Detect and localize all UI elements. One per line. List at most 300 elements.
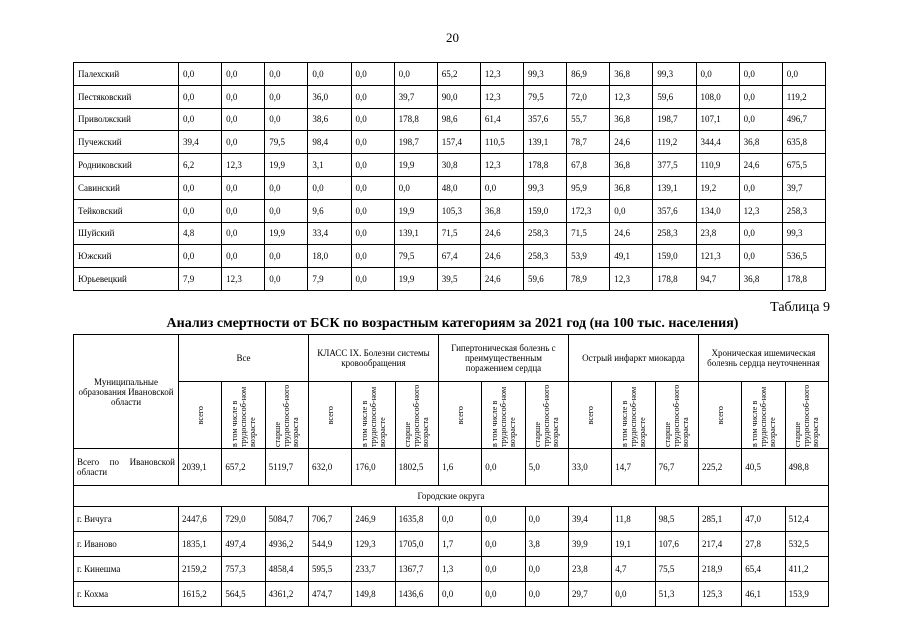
value-cell: 0,0 [351, 222, 394, 245]
value-cell: 0,0 [482, 449, 525, 486]
table-row [74, 199, 826, 222]
value-cell: 24,6 [480, 268, 523, 291]
value-cell: 110,9 [696, 154, 739, 177]
value-cell: 19,9 [265, 222, 308, 245]
value-cell: 258,3 [653, 222, 696, 245]
value-cell: 110,5 [480, 131, 523, 154]
group-header-class-ix: КЛАСС IX. Болезни системы кровообращения [308, 335, 438, 382]
table-number-label: Таблица 9 [770, 300, 830, 315]
value-cell: 108,0 [696, 85, 739, 108]
subheader-text: старше трудоспособ-ного возраста [533, 384, 561, 447]
value-cell: 474,7 [308, 582, 351, 607]
value-cell: 98,6 [437, 108, 480, 131]
value-cell: 71,5 [437, 222, 480, 245]
value-cell: 7,9 [179, 268, 222, 291]
value-cell: 75,5 [655, 557, 698, 582]
value-cell: 2039,1 [179, 449, 222, 486]
value-cell: 0,0 [222, 63, 265, 86]
value-cell: 24,6 [480, 222, 523, 245]
value-cell: 0,0 [438, 507, 481, 532]
subheader-cell [568, 382, 611, 449]
value-cell: 153,9 [785, 582, 828, 607]
subheader-text: старше трудоспособ-ного возраста [663, 384, 691, 447]
table-row [74, 582, 829, 607]
value-cell: 59,6 [653, 85, 696, 108]
value-cell: 4936,2 [265, 532, 308, 557]
value-cell: 76,7 [655, 449, 698, 486]
value-cell: 0,0 [438, 582, 481, 607]
subheader-text: всего [455, 405, 465, 425]
value-cell: 119,2 [653, 131, 696, 154]
value-cell: 1835,1 [179, 532, 222, 557]
value-cell: 33,0 [568, 449, 611, 486]
section-row [74, 486, 829, 507]
value-cell: 536,5 [782, 245, 825, 268]
value-cell: 0,0 [222, 176, 265, 199]
value-cell: 0,0 [351, 131, 394, 154]
value-cell: 377,5 [653, 154, 696, 177]
value-cell: 134,0 [696, 199, 739, 222]
value-cell: 0,0 [179, 199, 222, 222]
value-cell: 0,0 [739, 108, 782, 131]
value-cell: 0,0 [782, 63, 825, 86]
table-row [74, 154, 826, 177]
value-cell: 0,0 [265, 108, 308, 131]
total-row [74, 449, 829, 486]
value-cell: 218,9 [698, 557, 741, 582]
value-cell: 178,8 [524, 154, 567, 177]
value-cell: 12,3 [610, 268, 653, 291]
region-name-cell: г. Кохма [74, 582, 179, 607]
value-cell: 0,0 [739, 63, 782, 86]
value-cell: 39,5 [437, 268, 480, 291]
value-cell: 119,2 [782, 85, 825, 108]
value-cell: 0,0 [525, 507, 568, 532]
value-cell: 0,0 [525, 557, 568, 582]
value-cell: 512,4 [785, 507, 828, 532]
value-cell: 157,4 [437, 131, 480, 154]
value-cell: 24,6 [610, 222, 653, 245]
subheader-cell [179, 382, 222, 449]
value-cell: 99,3 [653, 63, 696, 86]
table-row [74, 131, 826, 154]
value-cell: 0,0 [351, 268, 394, 291]
value-cell: 23,8 [696, 222, 739, 245]
value-cell: 0,0 [610, 199, 653, 222]
value-cell: 4,7 [612, 557, 655, 582]
value-cell: 411,2 [785, 557, 828, 582]
subheader-text: в том числе в трудоспособ-ном возрасте [229, 386, 257, 447]
value-cell: 79,5 [394, 245, 437, 268]
value-cell: 79,5 [265, 131, 308, 154]
value-cell: 36,8 [610, 108, 653, 131]
value-cell: 39,7 [782, 176, 825, 199]
group-header-acute-mi: Острый инфаркт миокарда [568, 335, 698, 382]
value-cell: 1,7 [438, 532, 481, 557]
value-cell: 71,5 [567, 222, 610, 245]
value-cell: 48,0 [437, 176, 480, 199]
value-cell: 0,0 [480, 176, 523, 199]
value-cell: 0,0 [739, 85, 782, 108]
subheader-text: в том числе в трудоспособ-ном возрасте [619, 386, 647, 447]
table-title: Анализ смертности от БСК по возрастным категориям за 2021 год (на 100 тыс. населения) [166, 316, 739, 331]
value-cell: 107,1 [696, 108, 739, 131]
value-cell: 36,8 [610, 63, 653, 86]
value-cell: 564,5 [222, 582, 265, 607]
region-name-cell: Пучежский [74, 131, 179, 154]
region-name-cell: г. Иваново [74, 532, 179, 557]
value-cell: 107,6 [655, 532, 698, 557]
table-row [74, 63, 826, 86]
region-name-cell: Савинский [74, 176, 179, 199]
value-cell: 3,1 [308, 154, 351, 177]
value-cell: 33,4 [308, 222, 351, 245]
value-cell: 0,0 [351, 199, 394, 222]
value-cell: 0,0 [222, 199, 265, 222]
value-cell: 258,3 [524, 222, 567, 245]
value-cell: 706,7 [308, 507, 351, 532]
value-cell: 7,9 [308, 268, 351, 291]
value-cell: 0,0 [222, 245, 265, 268]
subheader-text: всего [715, 405, 725, 425]
value-cell: 36,8 [739, 131, 782, 154]
subheader-cell [265, 382, 308, 449]
value-cell: 0,0 [612, 582, 655, 607]
value-cell: 757,3 [222, 557, 265, 582]
subheader-cell [482, 382, 525, 449]
value-cell: 1802,5 [395, 449, 438, 486]
value-cell: 149,8 [352, 582, 395, 607]
value-cell: 36,8 [610, 154, 653, 177]
table-row [74, 507, 829, 532]
value-cell: 19,2 [696, 176, 739, 199]
page-number: 20 [446, 30, 459, 45]
table-row [74, 557, 829, 582]
value-cell: 0,0 [265, 245, 308, 268]
value-cell: 98,5 [655, 507, 698, 532]
value-cell: 0,0 [739, 245, 782, 268]
value-cell: 1,6 [438, 449, 481, 486]
value-cell: 51,3 [655, 582, 698, 607]
value-cell: 0,0 [308, 176, 351, 199]
value-cell: 129,3 [352, 532, 395, 557]
value-cell: 105,3 [437, 199, 480, 222]
subheader-cell [395, 382, 438, 449]
value-cell: 78,9 [567, 268, 610, 291]
value-cell: 178,8 [394, 108, 437, 131]
subheader-cell [612, 382, 655, 449]
value-cell: 39,9 [568, 532, 611, 557]
value-cell: 0,0 [179, 245, 222, 268]
value-cell: 344,4 [696, 131, 739, 154]
region-name-cell: Палехский [74, 63, 179, 86]
value-cell: 198,7 [394, 131, 437, 154]
value-cell: 36,8 [739, 268, 782, 291]
value-cell: 246,9 [352, 507, 395, 532]
value-cell: 233,7 [352, 557, 395, 582]
value-cell: 0,0 [351, 176, 394, 199]
value-cell: 3,8 [525, 532, 568, 557]
table-row [74, 245, 826, 268]
subheader-cell [742, 382, 785, 449]
value-cell: 39,7 [394, 85, 437, 108]
subheader-cell [655, 382, 698, 449]
value-cell: 79,5 [524, 85, 567, 108]
value-cell: 0,0 [265, 199, 308, 222]
value-cell: 47,0 [742, 507, 785, 532]
value-cell: 29,7 [568, 582, 611, 607]
value-cell: 86,9 [567, 63, 610, 86]
value-cell: 12,3 [610, 85, 653, 108]
value-cell: 0,0 [739, 222, 782, 245]
value-cell: 225,2 [698, 449, 741, 486]
value-cell: 90,0 [437, 85, 480, 108]
value-cell: 0,0 [222, 131, 265, 154]
table-row [74, 176, 826, 199]
value-cell: 1705,0 [395, 532, 438, 557]
total-row-label: Всего по Ивановской области [74, 449, 179, 486]
value-cell: 544,9 [308, 532, 351, 557]
value-cell: 24,6 [739, 154, 782, 177]
value-cell: 67,8 [567, 154, 610, 177]
value-cell: 19,9 [394, 199, 437, 222]
value-cell: 139,1 [394, 222, 437, 245]
value-cell: 0,0 [482, 532, 525, 557]
value-cell: 30,8 [437, 154, 480, 177]
value-cell: 0,0 [482, 557, 525, 582]
table-row [74, 222, 826, 245]
value-cell: 2159,2 [179, 557, 222, 582]
value-cell: 0,0 [179, 63, 222, 86]
value-cell: 0,0 [394, 63, 437, 86]
value-cell: 39,4 [179, 131, 222, 154]
value-cell: 0,0 [351, 85, 394, 108]
value-cell: 172,3 [567, 199, 610, 222]
subheader-text: старше трудоспособ-ного возраста [273, 384, 301, 447]
value-cell: 178,8 [782, 268, 825, 291]
value-cell: 285,1 [698, 507, 741, 532]
value-cell: 0,0 [696, 63, 739, 86]
value-cell: 4361,2 [265, 582, 308, 607]
value-cell: 19,9 [394, 268, 437, 291]
subheader-text: старше трудоспособ-ного возраста [403, 384, 431, 447]
region-name-cell: Шуйский [74, 222, 179, 245]
subheader-text: в том числе в трудоспособ-ном возрасте [749, 386, 777, 447]
value-cell: 0,0 [351, 245, 394, 268]
value-cell: 1,3 [438, 557, 481, 582]
value-cell: 40,5 [742, 449, 785, 486]
subheader-cell [222, 382, 265, 449]
value-cell: 19,9 [394, 154, 437, 177]
value-cell: 0,0 [222, 222, 265, 245]
value-cell: 0,0 [351, 63, 394, 86]
value-cell: 729,0 [222, 507, 265, 532]
value-cell: 38,6 [308, 108, 351, 131]
value-cell: 0,0 [525, 582, 568, 607]
value-cell: 0,0 [179, 85, 222, 108]
value-cell: 23,8 [568, 557, 611, 582]
value-cell: 99,3 [782, 222, 825, 245]
value-cell: 0,0 [482, 507, 525, 532]
value-cell: 0,0 [179, 108, 222, 131]
value-cell: 61,4 [480, 108, 523, 131]
value-cell: 9,6 [308, 199, 351, 222]
value-cell: 0,0 [482, 582, 525, 607]
value-cell: 95,9 [567, 176, 610, 199]
value-cell: 5084,7 [265, 507, 308, 532]
value-cell: 67,4 [437, 245, 480, 268]
value-cell: 0,0 [222, 85, 265, 108]
table-row [74, 108, 826, 131]
value-cell: 496,7 [782, 108, 825, 131]
value-cell: 39,4 [568, 507, 611, 532]
value-cell: 11,8 [612, 507, 655, 532]
value-cell: 12,3 [480, 63, 523, 86]
value-cell: 27,8 [742, 532, 785, 557]
section-label: Городские округа [74, 486, 829, 507]
region-name-cell: Пестяковский [74, 85, 179, 108]
value-cell: 59,6 [524, 268, 567, 291]
value-cell: 357,6 [524, 108, 567, 131]
value-cell: 0,0 [265, 63, 308, 86]
table-row [74, 268, 826, 291]
value-cell: 12,3 [739, 199, 782, 222]
value-cell: 12,3 [222, 154, 265, 177]
value-cell: 2447,6 [179, 507, 222, 532]
subheader-text: в том числе в трудоспособ-ном возрасте [489, 386, 517, 447]
value-cell: 0,0 [739, 176, 782, 199]
region-header: Муниципальные образования Ивановской области [74, 335, 179, 449]
value-cell: 12,3 [480, 154, 523, 177]
bsk-mortality-age-table [73, 334, 829, 607]
value-cell: 0,0 [265, 268, 308, 291]
value-cell: 635,8 [782, 131, 825, 154]
region-name-cell: г. Кинешма [74, 557, 179, 582]
table-row [74, 85, 826, 108]
value-cell: 532,5 [785, 532, 828, 557]
value-cell: 36,8 [480, 199, 523, 222]
region-name-cell: Тейковский [74, 199, 179, 222]
value-cell: 24,6 [480, 245, 523, 268]
value-cell: 0,0 [351, 108, 394, 131]
value-cell: 159,0 [653, 245, 696, 268]
value-cell: 36,8 [610, 176, 653, 199]
value-cell: 55,7 [567, 108, 610, 131]
value-cell: 121,3 [696, 245, 739, 268]
value-cell: 0,0 [179, 176, 222, 199]
value-cell: 99,3 [524, 176, 567, 199]
value-cell: 1635,8 [395, 507, 438, 532]
value-cell: 24,6 [610, 131, 653, 154]
region-name-cell: Южский [74, 245, 179, 268]
value-cell: 78,7 [567, 131, 610, 154]
value-cell: 632,0 [308, 449, 351, 486]
subheader-text: в том числе в трудоспособ-ном возрасте [359, 386, 387, 447]
value-cell: 0,0 [308, 63, 351, 86]
value-cell: 12,3 [222, 268, 265, 291]
value-cell: 1367,7 [395, 557, 438, 582]
value-cell: 65,4 [742, 557, 785, 582]
value-cell: 98,4 [308, 131, 351, 154]
value-cell: 176,0 [352, 449, 395, 486]
value-cell: 65,2 [437, 63, 480, 86]
value-cell: 1436,6 [395, 582, 438, 607]
value-cell: 36,0 [308, 85, 351, 108]
value-cell: 0,0 [222, 108, 265, 131]
value-cell: 12,3 [480, 85, 523, 108]
value-cell: 217,4 [698, 532, 741, 557]
group-header-row [74, 335, 829, 382]
value-cell: 258,3 [524, 245, 567, 268]
value-cell: 498,8 [785, 449, 828, 486]
value-cell: 0,0 [265, 176, 308, 199]
subheader-cell [785, 382, 828, 449]
value-cell: 5,0 [525, 449, 568, 486]
subheader-cell [438, 382, 481, 449]
value-cell: 19,9 [265, 154, 308, 177]
subheader-text: всего [325, 405, 335, 425]
continued-mortality-table [73, 62, 826, 291]
subheader-cell [698, 382, 741, 449]
subheader-text: всего [585, 405, 595, 425]
value-cell: 357,6 [653, 199, 696, 222]
value-cell: 53,9 [567, 245, 610, 268]
region-name-cell: Приволжский [74, 108, 179, 131]
value-cell: 0,0 [394, 176, 437, 199]
value-cell: 125,3 [698, 582, 741, 607]
value-cell: 198,7 [653, 108, 696, 131]
value-cell: 72,0 [567, 85, 610, 108]
table-row [74, 532, 829, 557]
group-header-all: Все [179, 335, 309, 382]
subheader-cell [308, 382, 351, 449]
value-cell: 1615,2 [179, 582, 222, 607]
value-cell: 139,1 [524, 131, 567, 154]
value-cell: 46,1 [742, 582, 785, 607]
value-cell: 497,4 [222, 532, 265, 557]
region-name-cell: Юрьевецкий [74, 268, 179, 291]
value-cell: 4,8 [179, 222, 222, 245]
value-cell: 14,7 [612, 449, 655, 486]
subheader-row [74, 382, 829, 449]
value-cell: 159,0 [524, 199, 567, 222]
value-cell: 595,5 [308, 557, 351, 582]
region-name-cell: Родниковский [74, 154, 179, 177]
value-cell: 258,3 [782, 199, 825, 222]
value-cell: 94,7 [696, 268, 739, 291]
region-name-cell: г. Вичуга [74, 507, 179, 532]
value-cell: 49,1 [610, 245, 653, 268]
value-cell: 4858,4 [265, 557, 308, 582]
subheader-cell [352, 382, 395, 449]
value-cell: 657,2 [222, 449, 265, 486]
value-cell: 0,0 [265, 85, 308, 108]
value-cell: 0,0 [351, 154, 394, 177]
value-cell: 6,2 [179, 154, 222, 177]
value-cell: 99,3 [524, 63, 567, 86]
value-cell: 139,1 [653, 176, 696, 199]
group-header-hypertensive: Гипертоническая болезнь с преимущественным поражением сердца [438, 335, 568, 382]
subheader-text: всего [195, 405, 205, 425]
subheader-text: старше трудоспособ-ного возраста [793, 384, 821, 447]
subheader-cell [525, 382, 568, 449]
group-header-chronic-ihd: Хроническая ишемическая болезнь сердца неуточненная [698, 335, 828, 382]
value-cell: 19,1 [612, 532, 655, 557]
value-cell: 18,0 [308, 245, 351, 268]
value-cell: 675,5 [782, 154, 825, 177]
value-cell: 178,8 [653, 268, 696, 291]
value-cell: 5119,7 [265, 449, 308, 486]
